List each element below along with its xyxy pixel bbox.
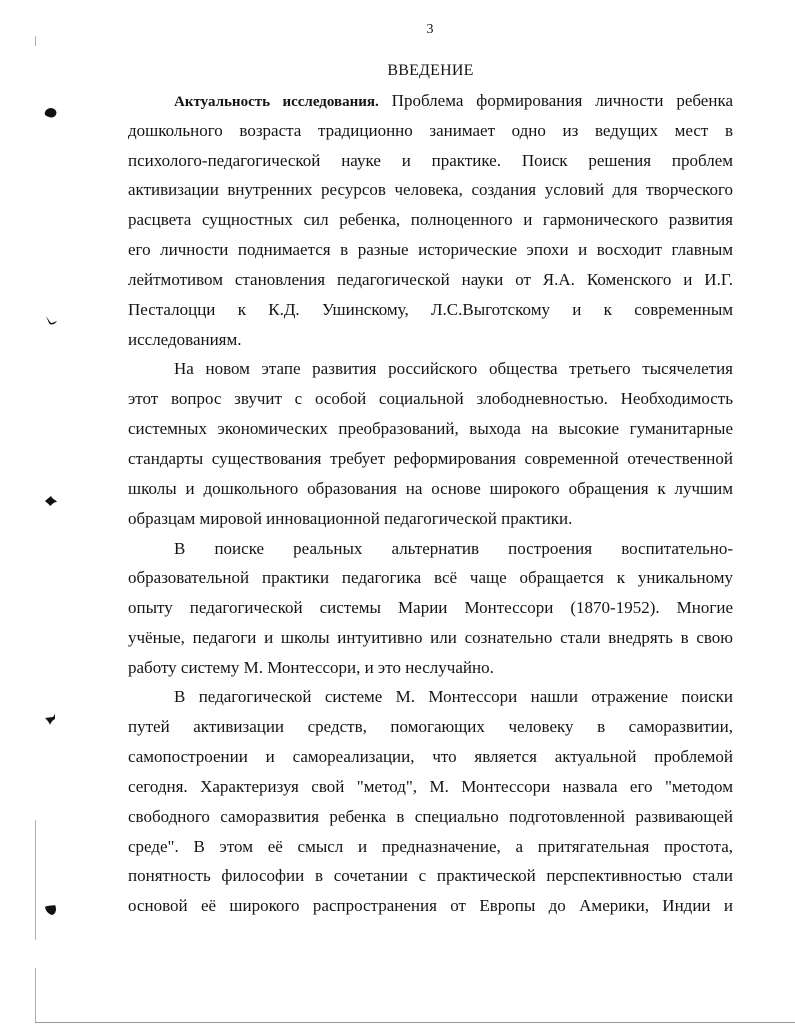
text-line: исследованиям. (128, 330, 242, 349)
text-line: образовательной практики педагогика всё чаще обращается к уникальному (128, 568, 733, 587)
text-line: путей активизации средств, помогающих человеку в саморазвитии, (128, 717, 733, 736)
left-margin-rule-bottom (35, 968, 36, 1022)
text-line: этот вопрос звучит с особой социальной злободневностью. Необходимость (128, 389, 733, 408)
text-line: его личности поднимается в разные исторические эпохи и восходит главным (128, 240, 733, 259)
left-margin-rule-mid (35, 820, 36, 940)
text-line: опыту педагогической системы Марии Монтессори (1870-1952). Многие (128, 598, 733, 617)
text-line: среде". В этом её смысл и предназначение, а притягательная простота, (128, 837, 733, 856)
text-line-tail: Проблема формирования личности ребенка (378, 91, 733, 110)
text-line: дошкольного возраста традиционно занимает одно из ведущих мест в (128, 121, 733, 140)
text-line: В поиске реальных альтернатив построения воспитательно- (174, 539, 733, 558)
text-line: На новом этапе развития российского общества третьего тысячелетия (174, 359, 733, 378)
text-line: свободного саморазвития ребенка в специально подготовленной развивающей (128, 807, 733, 826)
text-line: школы и дошкольного образования на основе широкого обращения к лучшим (128, 479, 733, 498)
text-line: активизации внутренних ресурсов человека, создания условий для творческого (128, 180, 733, 199)
text-line: сегодня. Характеризуя свой "метод", М. Монтессори назвала его "методом (128, 777, 733, 796)
bottom-scan-edge (35, 1022, 795, 1023)
binding-hole-mark-4 (43, 713, 59, 727)
lead-bold-label: Актуальность исследования. (174, 94, 379, 110)
text-line: Песталоцци к К.Д. Ушинскому, Л.С.Выготскому и к современным (128, 300, 733, 319)
text-line: понятность философии в сочетании с практической перспективностью стали (128, 866, 733, 885)
binding-hole-mark-2 (43, 314, 59, 328)
text-line: работу систему М. Монтессори, и это неслучайно. (128, 658, 494, 677)
text-line: учёные, педагоги и школы интуитивно или сознательно стали внедрять в свою (128, 628, 733, 647)
text-line (174, 90, 733, 113)
text-line: системных экономических преобразований, выхода на высокие гуманитарные (128, 419, 733, 438)
text-line: В педагогической системе М. Монтессори нашли отражение поиски (174, 687, 733, 706)
binding-hole-mark-1 (43, 106, 59, 120)
text-line: основой её широкого распространения от Европы до Америки, Индии и (128, 896, 733, 915)
text-line: самопостроении и самореализации, что является актуальной проблемой (128, 747, 733, 766)
binding-hole-mark-3 (43, 494, 59, 508)
text-line: расцвета сущностных сил ребенка, полноценного и гармонического развития (128, 210, 733, 229)
text-line: лейтмотивом становления педагогической науки от Я.А. Коменского и И.Г. (128, 270, 733, 289)
page-number: 3 (426, 22, 434, 37)
section-heading: ВВЕДЕНИЕ (387, 62, 474, 79)
binding-hole-mark-5 (43, 903, 59, 917)
text-line: психолого-педагогической науке и практике. Поиск решения проблем (128, 151, 733, 170)
text-line: стандарты существования требует реформирования современной отечественной (128, 449, 733, 468)
text-line: образцам мировой инновационной педагогической практики. (128, 509, 573, 528)
